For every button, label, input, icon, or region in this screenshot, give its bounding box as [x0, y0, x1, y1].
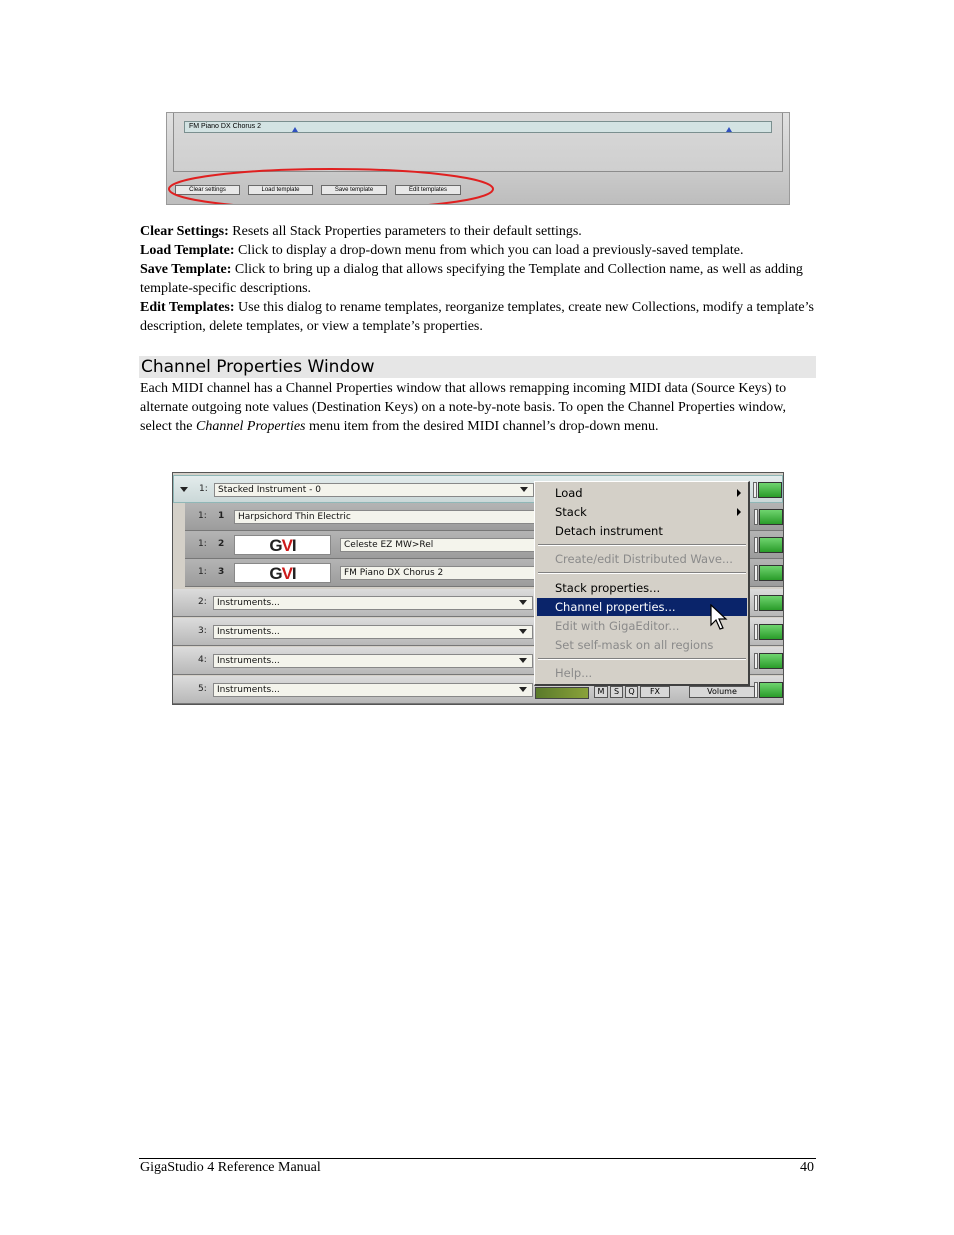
chevron-down-icon[interactable] [519, 600, 527, 605]
mouse-cursor-icon [710, 604, 728, 632]
level-meter [759, 653, 783, 669]
layer-instrument-field[interactable]: Harpsichord Thin Electric [234, 510, 544, 524]
layer-number: 2 [218, 539, 225, 549]
menu-item-load[interactable]: Load [537, 484, 747, 502]
channel-number: 4: [198, 655, 207, 665]
load-template-desc: Load Template: Click to display a drop-down menu from which you can load a previously-saved template. [140, 243, 744, 258]
submenu-arrow-icon [737, 508, 741, 516]
menu-item-set-self-mask: Set self-mask on all regions [555, 638, 714, 652]
q-button[interactable]: Q [625, 686, 638, 698]
menu-item-stack[interactable]: Stack [537, 503, 747, 521]
menu-item-channel-properties[interactable]: Channel properties... [537, 598, 747, 616]
level-meter [759, 595, 783, 611]
load-template-button[interactable]: Load template [248, 185, 313, 195]
menu-separator [538, 572, 746, 574]
menu-item-create-distributed-wave: Create/edit Distributed Wave... [555, 552, 733, 566]
menu-item-help: Help... [555, 666, 593, 680]
menu-item-detach-instrument[interactable]: Detach instrument [555, 524, 663, 538]
fader-knob[interactable] [754, 595, 758, 611]
gvi-logo: GVI [234, 563, 331, 583]
layer-number: 3 [218, 567, 225, 577]
fader-knob[interactable] [753, 482, 757, 498]
instrument-dropdown[interactable]: Instruments... [213, 596, 533, 610]
stack-layer-row: FM Piano DX Chorus 2 [184, 121, 772, 133]
fader-knob[interactable] [754, 565, 758, 581]
instrument-dropdown[interactable]: Instruments... [213, 625, 533, 639]
channel-number: 1: [199, 484, 208, 494]
instrument-dropdown[interactable]: Stacked Instrument - 0 [214, 483, 534, 497]
chevron-down-icon[interactable] [519, 658, 527, 663]
save-template-desc: Save Template: Click to bring up a dialog that allows specifying the Template and Collection name, as well as adding template-specific descriptions. [140, 262, 803, 296]
edit-templates-button[interactable]: Edit templates [395, 185, 461, 195]
volume-dropdown[interactable]: Volume [689, 686, 755, 698]
layer-instrument-field[interactable]: FM Piano DX Chorus 2 [340, 566, 544, 580]
level-meter [758, 482, 782, 498]
mixer-strip [535, 683, 783, 703]
footer-title: GigaStudio 4 Reference Manual [140, 1160, 321, 1175]
expand-arrow-icon[interactable] [180, 487, 188, 492]
channel-number: 3: [198, 626, 207, 636]
layer-number: 1 [218, 511, 225, 521]
channel-context-menu [534, 481, 750, 686]
level-meter [759, 509, 783, 525]
menu-separator [538, 544, 746, 546]
level-bar [535, 687, 589, 699]
gvi-logo: GVI [234, 535, 331, 555]
channel-menu-screenshot [172, 472, 784, 705]
highlight-ellipse [167, 113, 789, 204]
fader-knob[interactable] [754, 509, 758, 525]
solo-button[interactable]: S [610, 686, 623, 698]
channel-number: 2: [198, 597, 207, 607]
clear-settings-desc: Clear Settings: Resets all Stack Properties parameters to their default settings. [140, 224, 582, 239]
page-number: 40 [800, 1160, 814, 1175]
clear-settings-button[interactable]: Clear settings [175, 185, 240, 195]
instrument-dropdown[interactable]: Instruments... [213, 683, 533, 697]
level-meter [759, 537, 783, 553]
channel-number: 1: [198, 539, 207, 549]
menu-item-stack-properties[interactable]: Stack properties... [555, 581, 661, 595]
level-meter [759, 624, 783, 640]
mute-button[interactable]: M [594, 686, 608, 698]
section-body: Each MIDI channel has a Channel Properties window that allows remapping incoming MIDI data (Source Keys) to alternate outgoing note values (Destination Keys) on a note-by-note basis. To open the Channel Properties window, select the Channel Properties menu item from the desired MIDI channel’s drop-down menu. [140, 381, 787, 434]
edit-templates-desc: Edit Templates: Use this dialog to rename templates, reorganize templates, create new Collections, modify a template’s description, delete templates, or view a template’s properties. [140, 300, 814, 334]
section-heading: Channel Properties Window [139, 356, 816, 378]
layer-instrument-field[interactable]: Celeste EZ MW>Rel [340, 538, 544, 552]
fader-knob[interactable] [754, 624, 758, 640]
footer-rule [139, 1158, 816, 1159]
channel-number: 1: [198, 567, 207, 577]
instrument-dropdown[interactable]: Instruments... [213, 654, 533, 668]
save-template-button[interactable]: Save template [321, 185, 387, 195]
channel-number: 5: [198, 684, 207, 694]
chevron-down-icon[interactable] [520, 487, 528, 492]
menu-separator [538, 658, 746, 660]
menu-item-edit-with-gigaeditor: Edit with GigaEditor... [555, 619, 680, 633]
submenu-arrow-icon [737, 489, 741, 497]
chevron-down-icon[interactable] [519, 629, 527, 634]
fader-knob[interactable] [754, 537, 758, 553]
chevron-down-icon[interactable] [519, 687, 527, 692]
level-meter [759, 565, 783, 581]
channel-number: 1: [198, 511, 207, 521]
stack-properties-screenshot [166, 112, 790, 205]
fx-button[interactable]: FX [640, 686, 670, 698]
fader-knob[interactable] [754, 653, 758, 669]
